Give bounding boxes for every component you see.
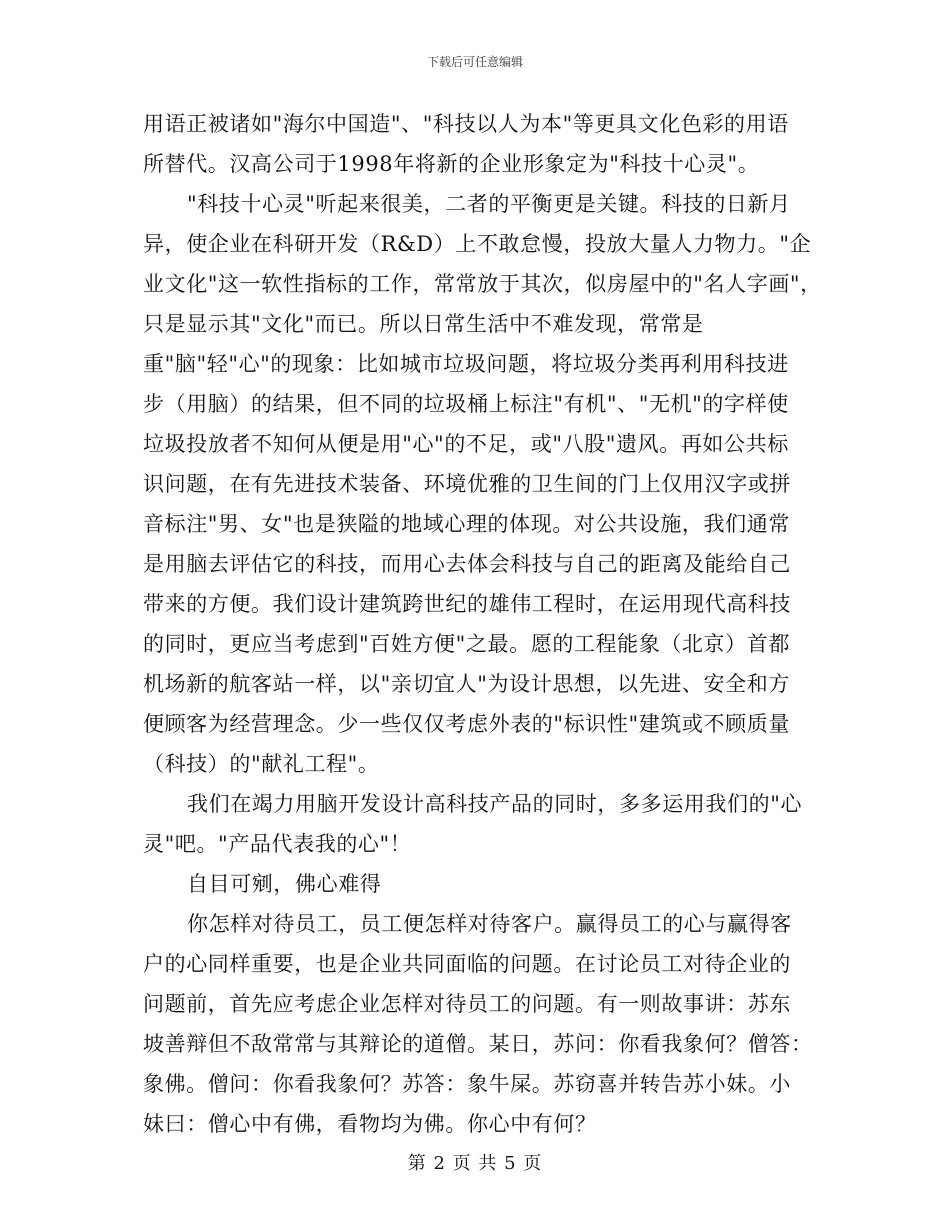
text-line: "科技十心灵"听起来很美，二者的平衡更是关键。科技的日新月	[187, 192, 791, 216]
text-line: 问题前，首先应考虑企业怎样对待员工的问题。有一则故事讲：苏东	[143, 992, 791, 1016]
text-line: （科技）的"献礼工程"。	[143, 752, 380, 776]
text-line: 妹曰：僧心中有佛，看物均为佛。你心中有何？	[143, 1112, 597, 1136]
text-line: 象佛。僧问：你看我象何？苏答：象牛屎。苏窃喜并转告苏小妹。小	[143, 1072, 791, 1096]
text-line: 机场新的航客站一样，以"亲切宜人"为设计思想，以先进、安全和方	[143, 672, 790, 696]
text-line: 自目可剜，佛心难得	[187, 872, 382, 896]
text-line: 你怎样对待员工，员工便怎样对待客户。赢得员工的心与赢得客	[187, 912, 792, 936]
text-line: 垃圾投放者不知何从便是用"心"的不足，或"八股"遗风。再如公共标	[143, 432, 789, 456]
text-line: 便顾客为经营理念。少一些仅仅考虑外表的"标识性"建筑或不顾质量	[143, 712, 790, 736]
text-line: 的同时，更应当考虑到"百姓方便"之最。愿的工程能象（北京）首都	[143, 632, 790, 656]
document-body	[143, 104, 822, 1144]
text-line: 坡善辩但不敌常常与其辩论的道僧。某日，苏问：你看我象何？僧答：	[143, 1032, 813, 1056]
text-line: 重"脑"轻"心"的现象：比如城市垃圾问题，将垃圾分类再利用科技进	[143, 352, 789, 376]
text-line: 是用脑去评估它的科技，而用心去体会科技与自己的距离及能给自己	[143, 552, 791, 576]
text-line: 异，使企业在科研开发（R&D）上不敢怠慢，投放大量人力物力。"企	[143, 232, 812, 256]
text-line: 灵"吧。"产品代表我的心"！	[143, 832, 412, 856]
text-line: 音标注"男、女"也是狭隘的地域心理的体现。对公共设施，我们通常	[143, 512, 790, 536]
page-number-footer: 第 2 页 共 5 页	[407, 1153, 543, 1174]
page-header: 下载后可任意编辑	[426, 55, 523, 69]
text-line: 带来的方便。我们设计建筑跨世纪的雄伟工程时，在运用现代高科技	[143, 592, 791, 616]
text-line: 我们在竭力用脑开发设计高科技产品的同时，多多运用我们的"心	[187, 792, 803, 816]
text-line: 业文化"这一软性指标的工作，常常放于其次，似房屋中的"名人字画"，	[143, 272, 822, 296]
text-line: 只是显示其"文化"而已。所以日常生活中不难发现，常常是	[143, 312, 704, 336]
text-line: 步（用脑）的结果，但不同的垃圾桶上标注"有机"、"无机"的字样使	[143, 392, 789, 416]
text-line: 识问题，在有先进技术装备、环境优雅的卫生间的门上仅用汉字或拼	[143, 472, 791, 496]
text-line: 用语正被诸如"海尔中国造"、"科技以人为本"等更具文化色彩的用语	[143, 112, 789, 136]
text-line: 户的心同样重要，也是企业共同面临的问题。在讨论员工对待企业的	[143, 952, 791, 976]
text-line: 所替代。汉高公司于1998年将新的企业形象定为"科技十心灵"。	[143, 152, 760, 176]
